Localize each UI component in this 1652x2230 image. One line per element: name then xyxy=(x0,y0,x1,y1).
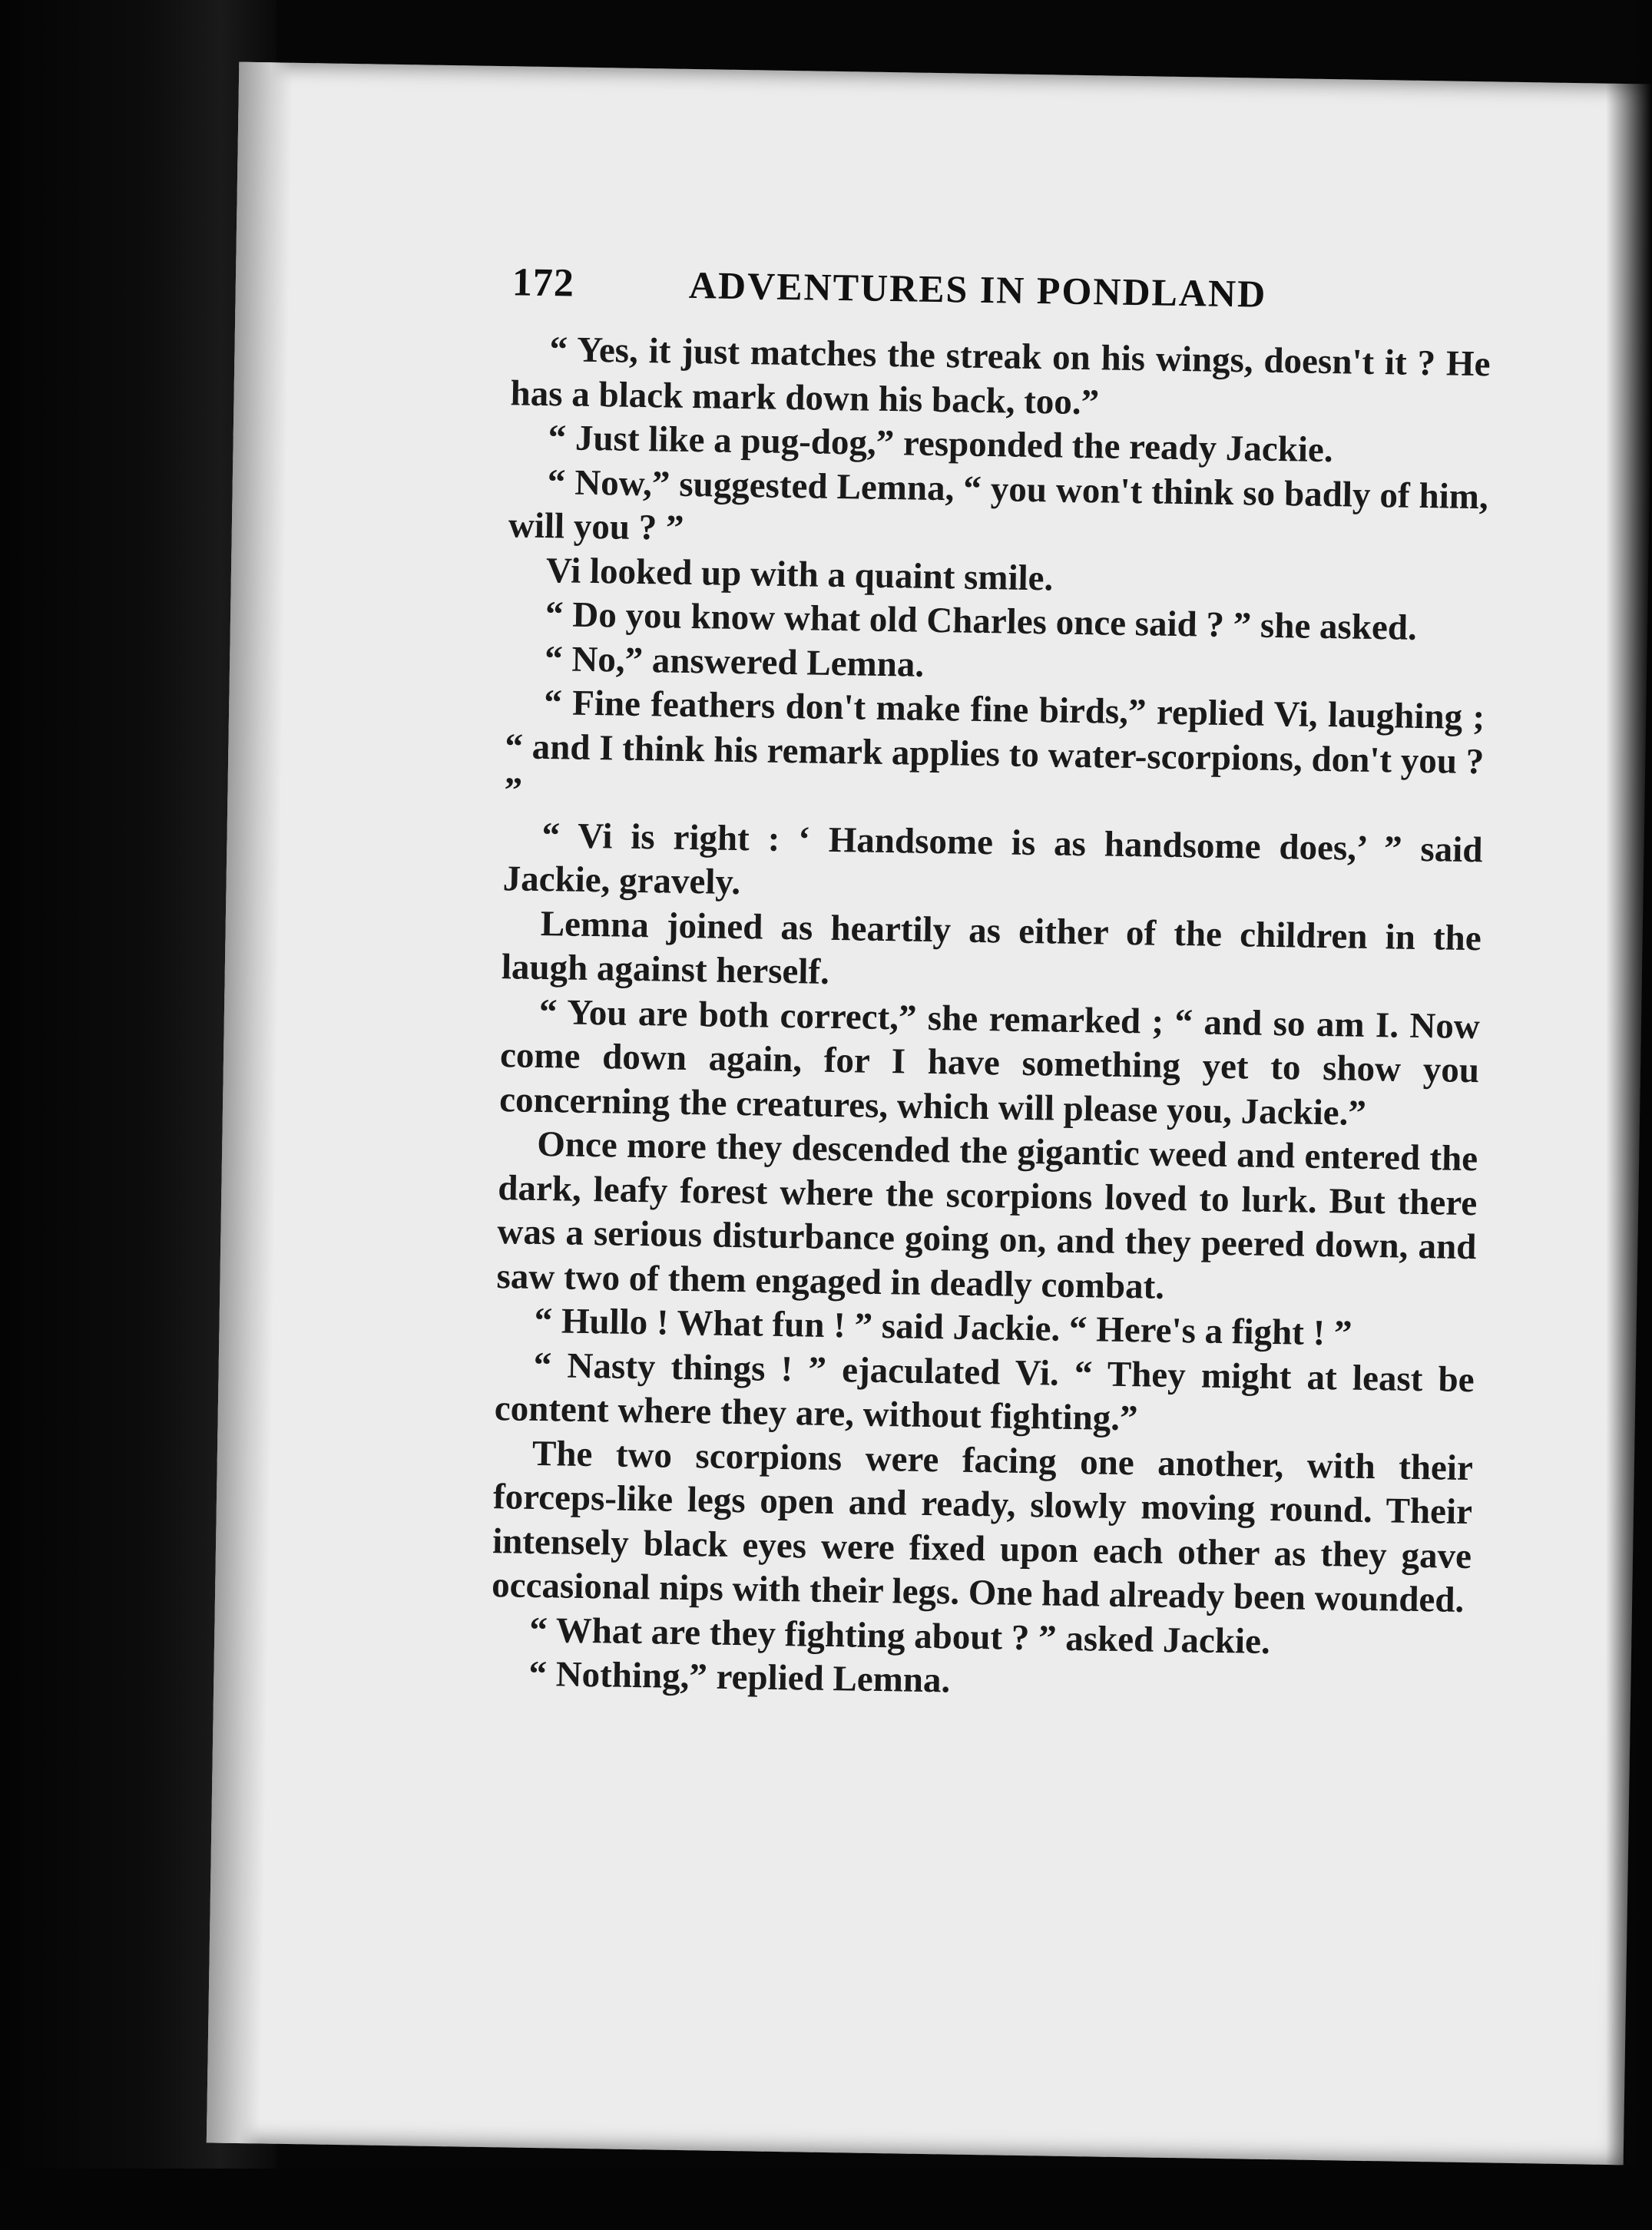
paragraph: Vi looked up with a quaint smile. xyxy=(545,550,1054,598)
right-edge-shadow xyxy=(1606,0,1652,2230)
book-title: ADVENTURES IN PONDLAND xyxy=(688,263,1267,316)
paragraph: “ Fine feathers don't make fine birds,” replied Vi, laughing ; “ and I think his remark applies to water-scorpions, don't you ? ” xyxy=(504,683,1485,811)
book-page xyxy=(207,62,1652,2165)
paragraph: “ Just like a pug-dog,” responded the ready Jackie. xyxy=(548,418,1333,471)
running-head xyxy=(511,250,1491,335)
paragraph: “ What are they fighting about ? ” asked Jackie. xyxy=(528,1610,1271,1662)
paragraph: “ Do you know what old Charles once said ? ” she asked. xyxy=(545,594,1418,648)
paragraph: “ You are both correct,” she remarked ; “ and so am I. Now come down again, for I have something yet to show you concerning the creatures, which will please you, Jackie.” xyxy=(498,991,1481,1133)
paragraph: “ Yes, it just matches the streak on his wings, doesn't it ? He has a black mark down his back, too.” xyxy=(510,329,1491,422)
body-text xyxy=(490,327,1491,1711)
page-number: 172 xyxy=(511,260,575,306)
paragraph: Lemna joined as heartily as either of the children in the laugh against herself. xyxy=(501,903,1482,992)
bottom-edge-shadow xyxy=(0,2169,1652,2230)
paragraph: “ Now,” suggested Lemna, “ you won't think so badly of him, will you ? ” xyxy=(508,462,1489,548)
paragraph: “ Vi is right : ‘ Handsome is as handsome does,’ ” said Jackie, gravely. xyxy=(502,815,1483,903)
text-block xyxy=(490,250,1491,1711)
paragraph: The two scorpions were facing one another, with their forceps-like legs open and ready, slowly moving round. Their intensely black eyes were fixed upon each other as they gave occasional nips with their legs. One had already been wounded. xyxy=(491,1433,1474,1620)
paragraph: “ Nasty things ! ” ejaculated Vi. “ They might at least be content where they are, without fighting.” xyxy=(494,1345,1475,1439)
paragraph: “ No,” answered Lemna. xyxy=(544,638,925,685)
paragraph: Once more they descended the gigantic weed and entered the dark, leafy forest where the scorpions loved to lurk. But there was a serious disturbance going on, and they peered down, and saw two of them engaged in deadly combat. xyxy=(496,1123,1478,1307)
paragraph: “ Nothing,” replied Lemna. xyxy=(528,1653,951,1701)
paragraph: “ Hullo ! What fun ! ” said Jackie. “ Here's a fight ! ” xyxy=(534,1300,1352,1354)
